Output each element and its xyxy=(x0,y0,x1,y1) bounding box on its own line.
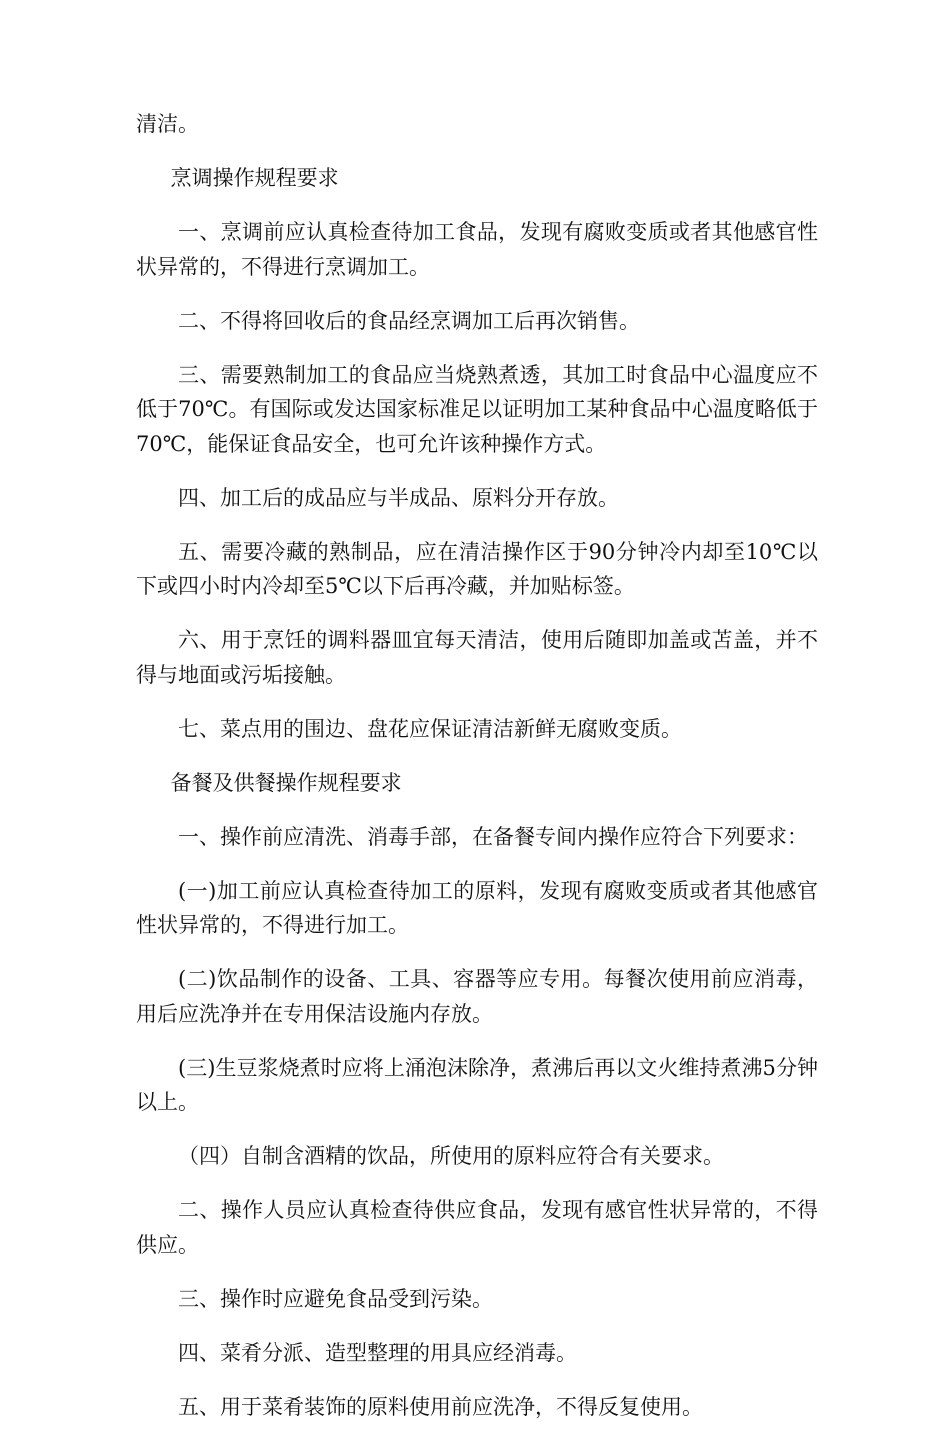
section-heading-serving: 备餐及供餐操作规程要求 xyxy=(170,770,402,795)
paragraph: (二)饮品制作的设备、工具、容器等应专用。每餐次使用前应消毒，用后应洗净并在专用保洁设施内存放。 xyxy=(136,967,818,1026)
paragraph: 六、用于烹饪的调料器皿宜每天清洁，使用后随即加盖或苫盖，并不得与地面或污垢接触。 xyxy=(136,628,818,687)
paragraph: 四、菜肴分派、造型整理的用具应经消毒。 xyxy=(178,1340,577,1365)
paragraph-continuation: 清洁。 xyxy=(136,112,199,136)
paragraph: 五、用于菜肴装饰的原料使用前应洗净，不得反复使用。 xyxy=(178,1394,703,1419)
paragraph: 一、烹调前应认真检查待加工食品，发现有腐败变质或者其他感官性状异常的，不得进行烹调加工。 xyxy=(136,220,818,279)
section-heading-cooking: 烹调操作规程要求 xyxy=(170,166,339,190)
paragraph: 二、不得将回收后的食品经烹调加工后再次销售。 xyxy=(178,308,640,333)
paragraph: (三)生豆浆烧煮时应将上涌泡沫除净，煮沸后再以文火维持煮沸5分钟以上。 xyxy=(136,1055,818,1114)
paragraph: 三、需要熟制加工的食品应当烧熟煮透，其加工时食品中心温度应不低于70℃。有国际或发达国家标准足以证明加工某种食品中心温度略低于70℃，能保证食品安全，也可允许该种操作方式。 xyxy=(136,362,818,456)
paragraph: (一)加工前应认真检查待加工的原料，发现有腐败变质或者其他感官性状异常的，不得进行加工。 xyxy=(136,878,818,937)
paragraph: （四）自制含酒精的饮品，所使用的原料应符合有关要求。 xyxy=(178,1144,724,1168)
paragraph: 三、操作时应避免食品受到污染。 xyxy=(178,1286,493,1311)
document-body xyxy=(136,107,818,1444)
paragraph: 四、加工后的成品应与半成品、原料分开存放。 xyxy=(178,485,619,510)
paragraph: 二、操作人员应认真检查待供应食品，发现有感官性状异常的，不得供应。 xyxy=(136,1198,818,1257)
paragraph: 五、需要冷藏的熟制品，应在清洁操作区于90分钟冷内却至10℃以下或四小时内冷却至5℃以下后再冷藏，并加贴标签。 xyxy=(136,539,818,598)
paragraph: 七、菜点用的围边、盘花应保证清洁新鲜无腐败变质。 xyxy=(178,716,682,741)
paragraph: 一、操作前应清洗、消毒手部，在备餐专间内操作应符合下列要求： xyxy=(178,824,808,849)
